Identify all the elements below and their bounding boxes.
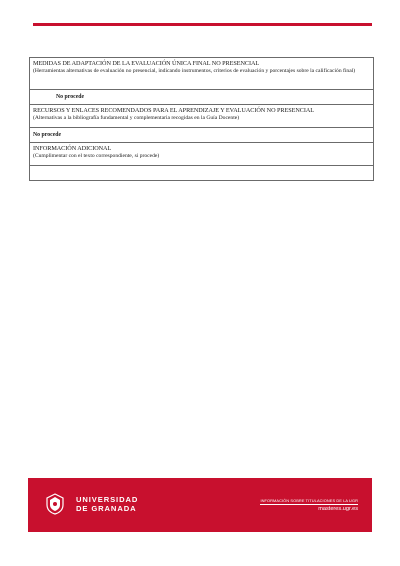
university-seal-icon [45,493,65,515]
table-row-header [30,58,373,90]
header-accent-rule [33,23,372,26]
section-subheading: (Herramientas alternativas de evaluación no presencial, indicando instrumentos, criterios de evaluación y porcentajes sobre la calificación final) [33,67,356,74]
section-heading: RECURSOS Y ENLACES RECOMENDADOS PARA EL APRENDIZAJE Y EVALUACIÓN NO PRESENCIAL [33,107,314,114]
table-row-value [30,90,373,105]
section-heading: INFORMACIÓN ADICIONAL [33,145,112,152]
section-heading: MEDIDAS DE ADAPTACIÓN DE LA EVALUACIÓN ÚNICA FINAL NO PRESENCIAL [33,60,260,67]
info-divider [260,504,358,505]
table-row-header [30,143,373,166]
table-row-empty [30,166,373,181]
section-value: No procede [33,132,62,138]
section-subheading: (Alternativas a la bibliografía fundamental y complementaria recogidas en la Guía Docente) [33,114,240,121]
page-footer [28,478,372,532]
university-name-line1: UNIVERSIDAD [76,495,139,504]
table-row-header [30,105,373,128]
university-name-line2: DE GRANADA [76,504,137,513]
website-link[interactable]: masteres.ugr.es [318,506,358,512]
section-value: No procede [56,94,85,100]
table-row-value [30,128,373,143]
info-label: INFORMACIÓN SOBRE TITULACIONES DE LA UGR [260,498,358,503]
evaluation-info-table [29,57,374,181]
section-subheading: (Cumplimentar con el texto correspondiente, si procede) [33,152,160,159]
